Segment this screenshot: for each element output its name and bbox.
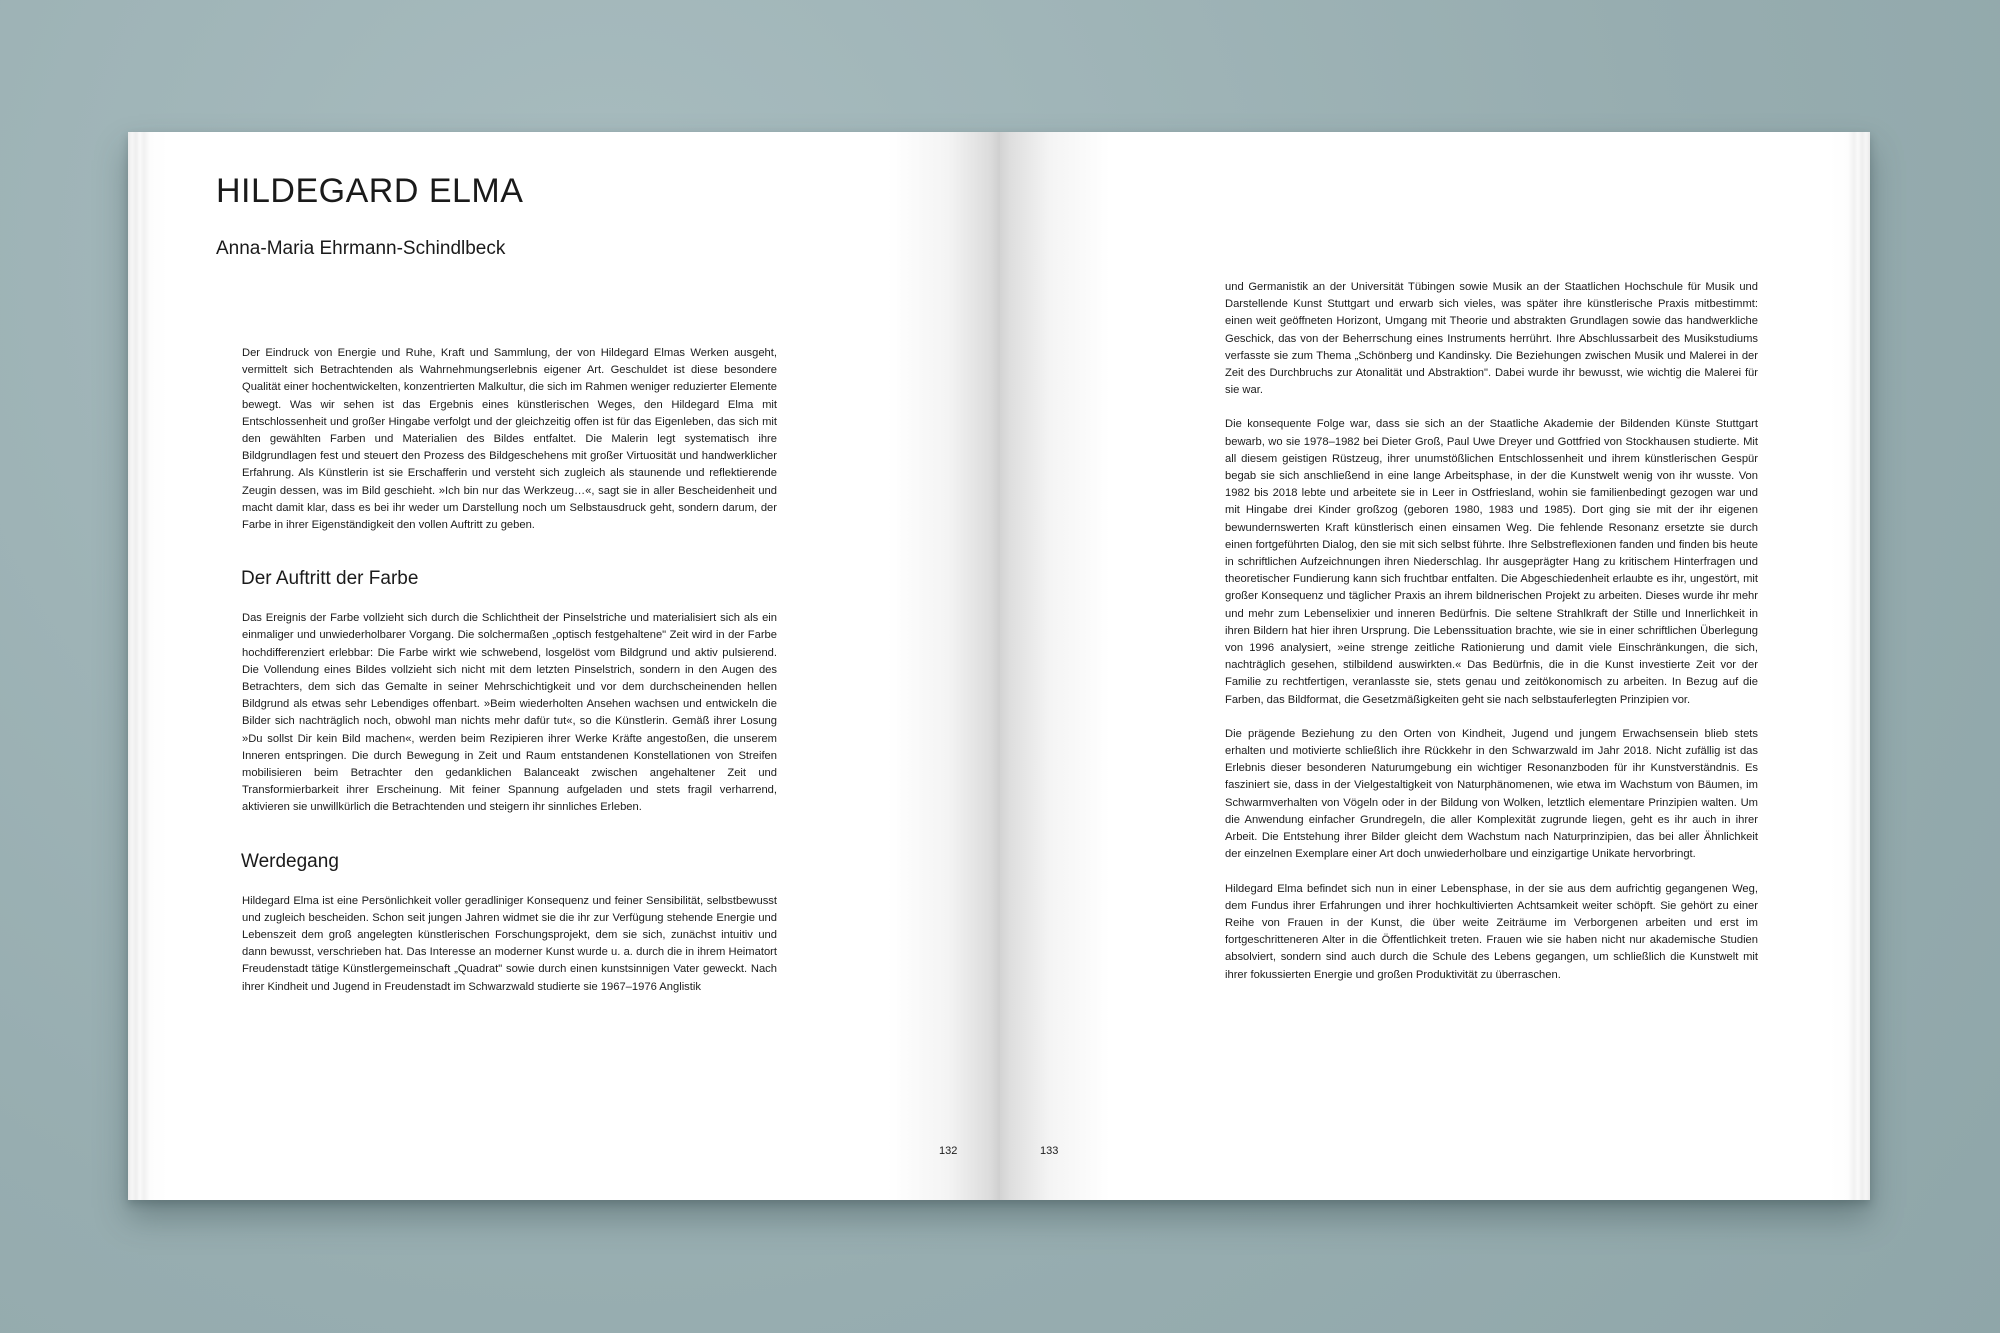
open-book [128,132,1870,1200]
paragraph-lebensphase: Hildegard Elma befindet sich nun in einer Lebensphase, in der sie aus dem aufrichtig gegangenen Weg, dem Fundus ihrer Erfahrungen und ihrer hochkultivierten Achtsamkeit weiter schöpft. Sie gehört zu einer Reihe von Frauen in der Kunst, die über weite Zeiträume im Verborgenen arbeiten und erst im fortgeschritteneren Alter in die Öffentlichkeit treten. Frauen wie sie haben nicht nur akademische Studien absolviert, sondern sind auch durch die Schule des Lebens gegangen, um schließlich die Kunstwelt mit ihrer fokussierten Energie und großen Produktivität zu überraschen. [1225,882,1758,981]
paragraph-studium: und Germanistik an der Universität Tübingen sowie Musik an der Staatlichen Hochschule für Musik und Darstellende Kunst Stuttgart und erwarb sich vieles, was später ihre künstlerische Praxis mitbestimmt: einen weit geöffneten Horizont, Umgang mit Theorie und abstrakten Grundlagen sowie das handwerkliche Geschick, das von der Beherrschung eines Instruments herrührt. Ihre Abschlussarbeit des Musikstudiums verfasste sie zum Thema „Schönberg und Kandinsky. Die Beziehungen zwischen Musik und Malerei in der Zeit des Durchbruchs zur Atonalität und Abstraktion". Dabei wurde ihr bewusst, wie wichtig die Malerei für sie war. [1225,281,1758,397]
left-text-column [242,345,777,996]
page-number-right: 133 [1040,1145,1059,1157]
section-heading-farbe: Der Auftritt der Farbe [241,568,419,590]
section-paragraph-farbe: Das Ereignis der Farbe vollzieht sich durch die Schlichtheit der Pinselstriche und materialisiert sich als ein einmaliger und unwiederholbarer Vorgang. Die solchermaßen „optisch festgehaltene" Zeit wird in der Farbe hochdifferenziert erlebbar: Die Farbe wirkt wie schwebend, losgelöst vom Bildgrund und aktiv pulsierend. Die Vollendung eines Bildes vollzieht sich nicht mit dem letzten Pinselstrich, sondern in den Augen des Betrachters, dem sich das Gemalte in seiner Mehrschichtigkeit und vor dem durchscheinenden hellen Bildgrund als etwas sehr Lebendiges offenbart. »Beim wiederholten Ansehen wachsen und entwickeln die Bilder sich nachträglich noch, obwohl man nichts mehr dafür tut«, so die Künstlerin. Gemäß ihrer Losung »Du sollst Dir kein Bild machen«, werden beim Rezipieren ihrer Werke Kräfte angestoßen, die unserem Inneren entspringen. Die durch Bewegung in Zeit und Raum entstandenen Konstellationen von Streifen mobilisieren beim Betrachter den gedanklichen Balanceakt zwischen angehaltener Zeit und Transformierbarkeit ihrer Erscheinung. Mit feiner Spannung aufgeladen und stets fragil verharrend, aktivieren sie unwillkürlich die Betrachtenden und steigern ihr sinnliches Erleben. [242,612,777,814]
right-page [1000,132,1870,1200]
article-author: Anna-Maria Ehrmann-Schindlbeck [216,238,506,259]
section-heading-werdegang: Werdegang [241,850,339,872]
paragraph-schwarzwald: Die prägende Beziehung zu den Orten von Kindheit, Jugend und jungem Erwachsensein blieb stets erhalten und motivierte schließlich ihre Rückkehr in den Schwarzwald im Jahr 2018. Nicht zufällig ist das Erlebnis dieser besonderen Naturumgebung ein wichtiger Resonanzboden für ihr Kunstverständnis. Es fasziniert sie, dass in der Vielgestaltigkeit von Naturphänomenen, wie etwa im Wachstum von Bäumen, im Schwarmverhalten von Vögeln oder in der Bildung von Wolken, letztlich elementare Prinzipien walten. Um die Anwendung einfacher Grundregeln, die aller Komplexität zugrunde liegen, geht es ihr auch in ihrer Arbeit. Die Entstehung ihrer Bilder gleicht dem Wachstum nach Naturprinzipien, das bei aller Ähnlichkeit der einzelnen Exemplare einer Art doch unwiederholbare und einzigartige Unikate hervorbringt. [1225,727,1758,861]
right-text-column [1225,279,1758,984]
left-page [128,132,1000,1200]
page-number-left: 132 [939,1145,958,1157]
paragraph-akademie: Die konsequente Folge war, dass sie sich an der Staatliche Akademie der Bildenden Künste Stuttgart bewarb, wo sie 1978–1982 bei Dieter Groß, Paul Uwe Dreyer und Gottfried von Stockhausen studierte. Mit all diesem geistigen Rüstzeug, ihrer unumstößlichen Entschlossenheit und ihrem künstlerischen Gespür begab sie sich anschließend in eine lange Arbeitsphase, in der die Kunstwelt wenig von ihr wusste. Von 1982 bis 2018 lebte und arbeitete sie in Leer in Ostfriesland, wohin sie familienbedingt gezogen war und mit Hingabe drei Kinder großzog (geboren 1980, 1983 und 1985). Dort ging sie mit der ihr eigenen bewundernswerten Kraft künstlerisch einen einsamen Weg. Die fehlende Resonanz ersetzte sie durch einen fortgeführten Dialog, den sie mit sich selbst führte. Ihre Selbstreflexionen fanden und finden bis heute in schriftlichen Aufzeichnungen ihren Niederschlag. Ihr ausgeprägter Hang zu kritischem Hinterfragen und theoretischer Fundierung kann sich fruchtbar entfalten. Die Abgeschiedenheit erlaubte es ihr, ungestört, mit großer Konsequenz und täglicher Praxis an ihrem bildnerischen Projekt zu arbeiten. Dieses wurde ihr mehr und mehr zum Lebenselixier und inneren Bedürfnis. Die seltene Strahlkraft der Stille und Innerlichkeit in ihren Bildern hat hier ihren Ursprung. Die Lebenssituation brachte, wie sie in einer schriftlichen Überlegung von 1996 analysiert, »eine strenge zeitliche Rationierung und damit viele Einschränkungen, die sich, nachträglich gesehen, stilbildend auswirkten.« Das Bedürfnis, die in die Kunst investierte Zeit vor der Familie zu rechtfertigen, veranlasste sie, stets genau und zeitökonomisch zu arbeiten. In Bezug auf die Farben, das Bildformat, die Gesetzmäßigkeiten geht sie nach selbstauferlegten Prinzipien vor. [1225,418,1758,706]
intro-paragraph: Der Eindruck von Energie und Ruhe, Kraft und Sammlung, der von Hildegard Elmas Werken ausgeht, vermittelt sich Betrachtenden als Wahrnehmungserlebnis eigener Art. Geschuldet ist diese besondere Qualität einer hochentwickelten, konzentrierten Malkultur, die sich im Rahmen weniger reduzierter Elemente bewegt. Was wir sehen ist das Ergebnis eines künstlerischen Weges, den Hildegard Elma mit Entschlossenheit und großer Hingabe verfolgt und der gleichzeitig offen ist für das Eigenleben, das sich mit den gewählten Farben und Materialien des Bildes entfaltet. Die Malerin legt systematisch ihre Bildgrundlagen fest und steuert den Prozess des Bildgeschehens mit großer Virtuosität und handwerklicher Erfahrung. Als Künstlerin ist sie Erschafferin und versteht sich zugleich als staunende und reflektierende Zeugin dessen, was im Bild geschieht. »Ich bin nur das Werkzeug…«, sagt sie in aller Bescheidenheit und macht damit klar, dass es bei ihr weder um Darstellung noch um Selbstausdruck geht, sondern darum, der Farbe in ihrer Eigenständigkeit den vollen Auftritt zu geben. [242,347,777,532]
section-paragraph-werdegang: Hildegard Elma ist eine Persönlichkeit voller geradliniger Konsequenz und feiner Sensibilität, selbstbewusst und zugleich bescheiden. Schon seit jungen Jahren widmet sie die ihr zur Verfügung stehende Energie und Lebenszeit dem groß angelegten künstlerischen Forschungsprojekt, dem sie sich, zunächst intuitiv und dann bewusst, verschrieben hat. Das Interesse an moderner Kunst wurde u. a. durch die in ihrem Heimatort Freudenstadt tätige Künstlergemeinschaft „Quadrat" sowie durch einen kunstsinnigen Vater geweckt. Nach ihrer Kindheit und Jugend in Freudenstadt im Schwarzwald studierte sie 1967–1976 Anglistik [242,894,777,993]
article-title: HILDEGARD ELMA [216,172,524,210]
